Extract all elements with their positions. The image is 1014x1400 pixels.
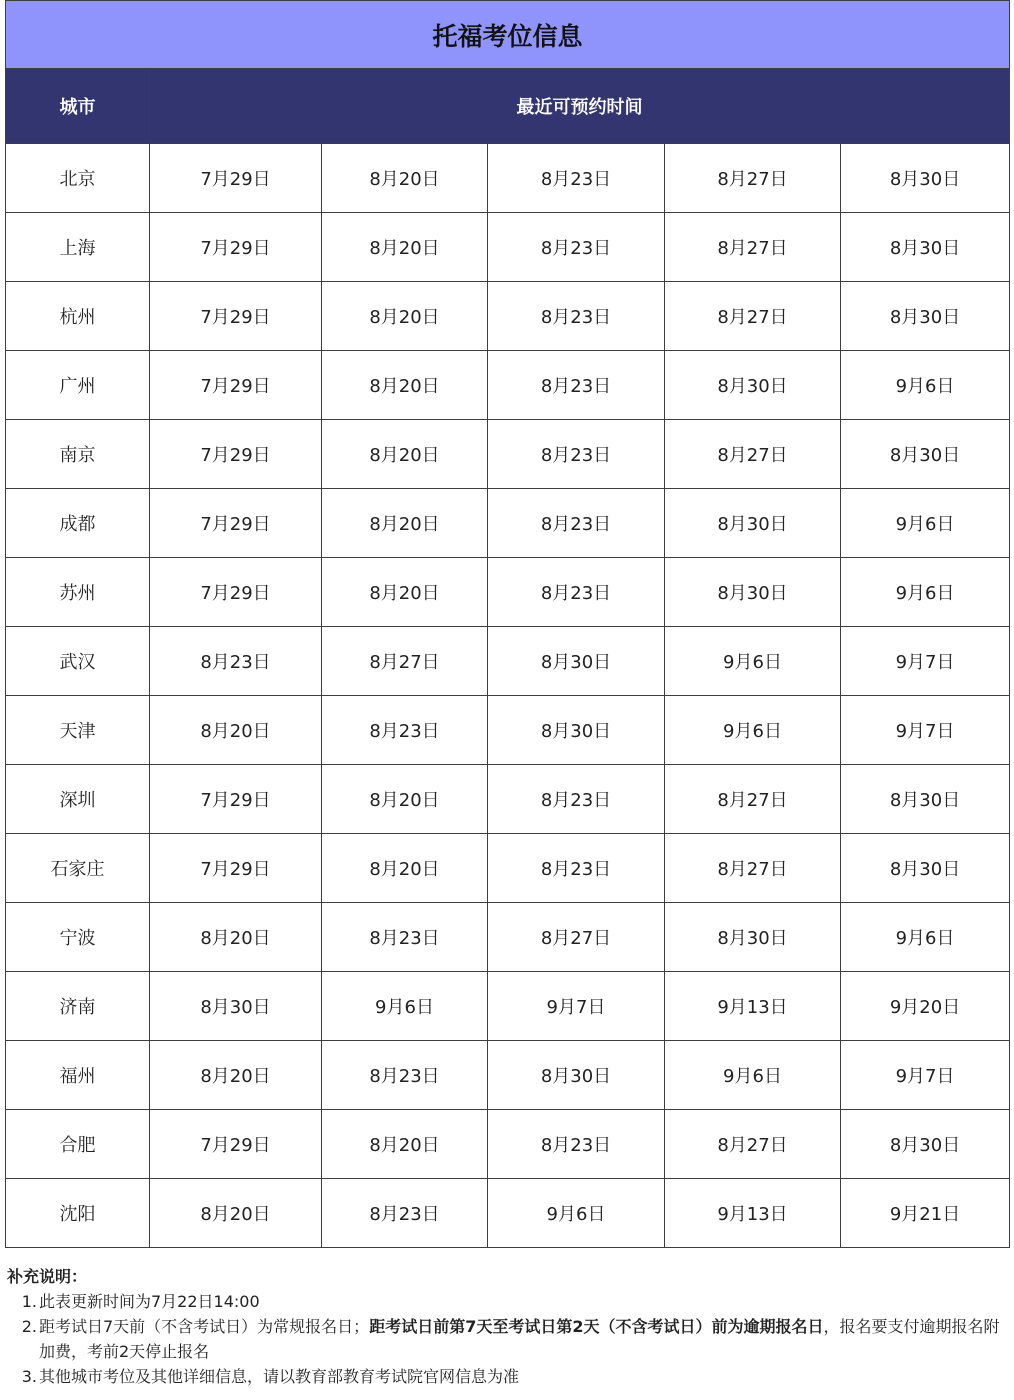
date-cell: 9月20日: [841, 972, 1010, 1041]
date-cell: 8月20日: [322, 834, 488, 903]
date-cell: 8月23日: [488, 558, 665, 627]
date-cell: 7月29日: [150, 144, 322, 213]
date-cell: 8月23日: [322, 696, 488, 765]
note-segment: 其他城市考位及其他详细信息，请以教育部教育考试院官网信息为准: [39, 1367, 520, 1386]
date-cell: 8月23日: [488, 1110, 665, 1179]
note-number: 3.: [21, 1367, 37, 1386]
city-cell: 北京: [6, 144, 150, 213]
date-cell: 8月30日: [841, 834, 1010, 903]
date-cell: 8月30日: [841, 144, 1010, 213]
table-title: 托福考位信息: [6, 1, 1010, 69]
date-cell: 8月30日: [665, 489, 841, 558]
table-row: [6, 489, 1010, 558]
date-cell: 8月27日: [665, 765, 841, 834]
date-cell: 8月23日: [322, 903, 488, 972]
date-cell: 8月30日: [665, 558, 841, 627]
date-cell: 9月7日: [841, 1041, 1010, 1110]
date-cell: 8月30日: [488, 1041, 665, 1110]
date-cell: 8月23日: [488, 351, 665, 420]
table-row: [6, 1041, 1010, 1110]
date-cell: 8月23日: [488, 420, 665, 489]
date-cell: 8月30日: [665, 903, 841, 972]
city-cell: 深圳: [6, 765, 150, 834]
note-segment: ，报名要支付逾期报名附加费，考前2天停止报名: [39, 1317, 1000, 1361]
toefl-seat-table: [5, 0, 1010, 1248]
note-segment: 此表更新时间为7月22日14:00: [39, 1292, 260, 1311]
city-cell: 上海: [6, 213, 150, 282]
table-row: [6, 351, 1010, 420]
notes-list: [7, 1289, 1007, 1389]
date-cell: 9月13日: [665, 972, 841, 1041]
date-cell: 8月20日: [322, 282, 488, 351]
city-cell: 广州: [6, 351, 150, 420]
note-emphasis: 距考试日前第7天至考试日第2天（不含考试日）前为逾期报名日: [369, 1317, 824, 1336]
date-cell: 9月6日: [841, 489, 1010, 558]
date-cell: 8月30日: [841, 282, 1010, 351]
date-cell: 8月27日: [665, 420, 841, 489]
header-city: 城市: [6, 69, 150, 144]
note-text: [39, 1289, 1007, 1314]
city-cell: 福州: [6, 1041, 150, 1110]
date-cell: 9月6日: [665, 1041, 841, 1110]
table-row: [6, 903, 1010, 972]
date-cell: 9月6日: [665, 696, 841, 765]
date-cell: 8月23日: [488, 213, 665, 282]
date-cell: 8月30日: [488, 627, 665, 696]
date-cell: 8月30日: [150, 972, 322, 1041]
date-cell: 9月6日: [665, 627, 841, 696]
date-cell: 8月30日: [841, 765, 1010, 834]
city-cell: 天津: [6, 696, 150, 765]
city-cell: 济南: [6, 972, 150, 1041]
date-cell: 8月27日: [665, 834, 841, 903]
note-number: 1.: [21, 1292, 37, 1311]
note-segment: 距考试日7天前（不含考试日）为常规报名日；: [39, 1317, 370, 1336]
date-cell: 8月20日: [322, 489, 488, 558]
date-cell: 8月20日: [322, 765, 488, 834]
date-cell: 9月7日: [841, 627, 1010, 696]
date-cell: 8月27日: [665, 1110, 841, 1179]
table-row: [6, 1110, 1010, 1179]
date-cell: 8月20日: [322, 351, 488, 420]
date-cell: 7月29日: [150, 420, 322, 489]
table-row: [6, 696, 1010, 765]
date-cell: 9月7日: [488, 972, 665, 1041]
table-row: [6, 213, 1010, 282]
header-dates: 最近可预约时间: [150, 69, 1010, 144]
city-cell: 南京: [6, 420, 150, 489]
date-cell: 7月29日: [150, 282, 322, 351]
table-row: [6, 144, 1010, 213]
date-cell: 9月6日: [841, 903, 1010, 972]
date-cell: 8月30日: [665, 351, 841, 420]
date-cell: 7月29日: [150, 1110, 322, 1179]
city-cell: 杭州: [6, 282, 150, 351]
date-cell: 8月23日: [488, 489, 665, 558]
date-cell: 7月29日: [150, 834, 322, 903]
table-row: [6, 765, 1010, 834]
table-body: [6, 144, 1010, 1248]
city-cell: 宁波: [6, 903, 150, 972]
date-cell: 8月30日: [841, 1110, 1010, 1179]
date-cell: 9月6日: [322, 972, 488, 1041]
note-number: 2.: [21, 1317, 37, 1336]
city-cell: 沈阳: [6, 1179, 150, 1248]
date-cell: 9月7日: [841, 696, 1010, 765]
notes-title: 补充说明：: [7, 1267, 88, 1286]
date-cell: 8月23日: [150, 627, 322, 696]
table-row: [6, 282, 1010, 351]
date-cell: 8月30日: [488, 696, 665, 765]
date-cell: 8月23日: [488, 282, 665, 351]
date-cell: 8月20日: [322, 213, 488, 282]
date-cell: 8月30日: [841, 420, 1010, 489]
date-cell: 8月20日: [322, 144, 488, 213]
date-cell: 8月23日: [488, 144, 665, 213]
note-item: [7, 1314, 1007, 1364]
date-cell: 7月29日: [150, 489, 322, 558]
date-cell: 8月27日: [322, 627, 488, 696]
date-cell: 8月20日: [150, 1179, 322, 1248]
date-cell: 8月20日: [322, 558, 488, 627]
table-row: [6, 558, 1010, 627]
table-row: [6, 834, 1010, 903]
date-cell: 8月20日: [150, 696, 322, 765]
city-cell: 武汉: [6, 627, 150, 696]
table-row: [6, 972, 1010, 1041]
date-cell: 8月30日: [841, 213, 1010, 282]
note-text: [39, 1314, 1007, 1364]
date-cell: 8月27日: [665, 282, 841, 351]
table-row: [6, 1179, 1010, 1248]
city-cell: 合肥: [6, 1110, 150, 1179]
date-cell: 8月23日: [488, 834, 665, 903]
date-cell: 8月20日: [150, 1041, 322, 1110]
table-row: [6, 420, 1010, 489]
date-cell: 8月27日: [488, 903, 665, 972]
date-cell: 7月29日: [150, 558, 322, 627]
date-cell: 8月23日: [322, 1179, 488, 1248]
city-cell: 成都: [6, 489, 150, 558]
date-cell: 9月6日: [841, 351, 1010, 420]
date-cell: 9月21日: [841, 1179, 1010, 1248]
date-cell: 7月29日: [150, 765, 322, 834]
note-item: [7, 1289, 1007, 1314]
notes-section: [7, 1264, 1007, 1389]
date-cell: 8月23日: [322, 1041, 488, 1110]
date-cell: 8月27日: [665, 144, 841, 213]
date-cell: 9月13日: [665, 1179, 841, 1248]
date-cell: 7月29日: [150, 213, 322, 282]
date-cell: 8月27日: [665, 213, 841, 282]
note-item: [7, 1364, 1007, 1389]
city-cell: 石家庄: [6, 834, 150, 903]
date-cell: 9月6日: [841, 558, 1010, 627]
date-cell: 7月29日: [150, 351, 322, 420]
table-row: [6, 627, 1010, 696]
toefl-seat-table-container: [5, 0, 1009, 1248]
date-cell: 8月20日: [322, 420, 488, 489]
city-cell: 苏州: [6, 558, 150, 627]
date-cell: 8月20日: [322, 1110, 488, 1179]
date-cell: 8月20日: [150, 903, 322, 972]
date-cell: 9月6日: [488, 1179, 665, 1248]
date-cell: 8月23日: [488, 765, 665, 834]
note-text: [39, 1364, 1007, 1389]
